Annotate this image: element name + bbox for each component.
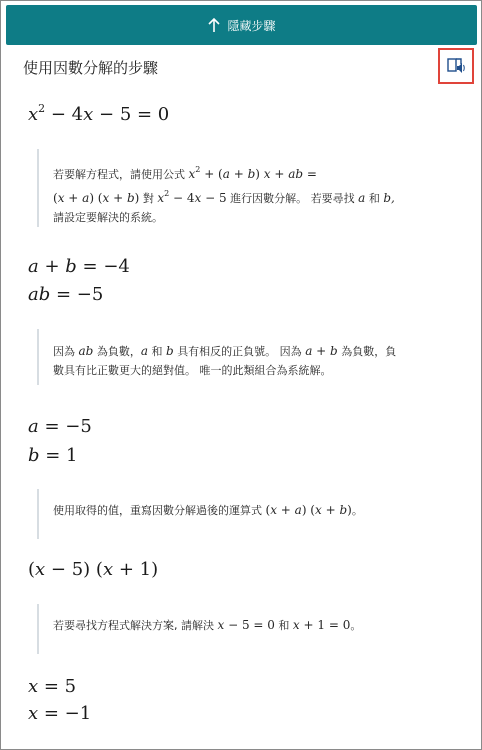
steps-header — [23, 57, 463, 79]
explanation-1: 若要解方程式，請使用公式 $x^2 + (a + b) x$ + ab = (x + a) (x + b) 對 $x^2 - 4x - 5$ 進行因數分解。 若要尋找 a 和 b, 請設定要解決的系統。 — [37, 149, 447, 227]
solution-1: x = 5 — [28, 676, 77, 697]
equation-2a: a + b = −4 — [28, 256, 130, 277]
explanation-2: 因為 ab 為負數，a 和 b 具有相反的正負號。 因為 a + b 為負數，負 數具有比正數更大的絕對值。 唯一的此類組合為系統解。 — [37, 329, 447, 385]
equation-4: (x − 5) (x + 1) — [28, 559, 159, 580]
equation-2b: ab = −5 — [28, 284, 104, 305]
hide-steps-button[interactable] — [6, 5, 477, 45]
steps-title: 使用因數分解的步驟 — [23, 59, 159, 77]
equation-1: $x^2 - 4x - 5 = 0$ — [28, 102, 170, 125]
hide-steps-label: 隱藏步驟 — [227, 18, 276, 33]
explanation-3: 使用取得的值，重寫因數分解過後的運算式 (x + a) (x + b)。 — [37, 489, 447, 539]
equation-3a: a = −5 — [28, 416, 92, 437]
explanation-4: 若要尋找方程式解決方案, 請解決 x − 5 = 0 和 x + 1 = 0。 — [37, 604, 447, 654]
equation-3b: b = 1 — [28, 445, 78, 466]
arrow-up-icon — [207, 17, 221, 33]
immersive-reader-icon — [445, 56, 467, 76]
immersive-reader-button[interactable] — [438, 48, 474, 84]
solution-2: x = −1 — [28, 703, 92, 724]
